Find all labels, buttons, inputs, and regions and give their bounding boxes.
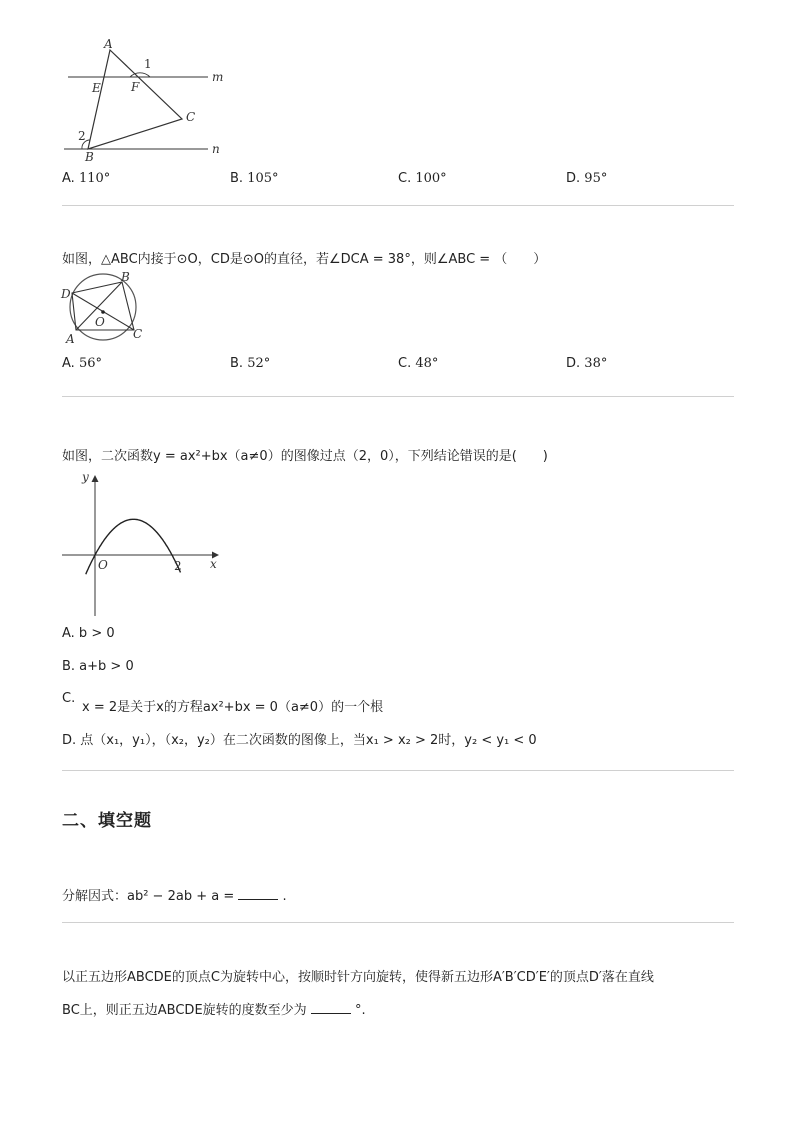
q2-option-d[interactable]: D. 38° bbox=[566, 356, 608, 371]
q4-stem: 分解因式：ab² − 2ab + a = bbox=[62, 889, 235, 904]
q5-tail: °. bbox=[354, 1003, 366, 1018]
label-y: y bbox=[82, 470, 89, 484]
center-dot bbox=[101, 310, 105, 314]
q1-option-c[interactable]: C. 100° bbox=[398, 171, 447, 186]
q2-stem: 如图，△ABC内接于⊙O，CD是⊙O的直径，若∠DCA = 38°，则∠ABC = （ ） bbox=[62, 252, 547, 267]
q3-option-b[interactable]: B. a+b > 0 bbox=[62, 659, 134, 674]
label-two: 2 bbox=[174, 559, 182, 573]
label-angle-1: 1 bbox=[144, 57, 152, 71]
q5-line-1: 以正五边形ABCDE的顶点C为旋转中心，按顺时针方向旋转，使得新五边形A′B′CD′E′的顶点D′落在直线 bbox=[62, 970, 654, 985]
q5-stem-2: BC上，则正五边ABCDE旋转的度数至少为 bbox=[62, 1003, 307, 1018]
label-a: A bbox=[104, 37, 113, 51]
label-b: B bbox=[85, 150, 94, 164]
q5-answer-blank[interactable] bbox=[311, 1003, 351, 1014]
label-c: C bbox=[133, 327, 143, 341]
label-o: O bbox=[95, 315, 105, 329]
q3-option-d[interactable]: D. 点（x₁，y₁），（x₂，y₂）在二次函数的图像上，当x₁ > x₂ > 2时，y₂ < y₁ < 0 bbox=[62, 733, 537, 748]
label-c: C bbox=[186, 110, 196, 124]
section-heading: 二、填空题 bbox=[62, 811, 152, 831]
q1-option-b[interactable]: B. 105° bbox=[230, 171, 279, 186]
q3-figure bbox=[60, 466, 224, 620]
q3-option-c[interactable]: x = 2是关于x的方程ax²+bx = 0（a≠0）的一个根 bbox=[82, 700, 384, 715]
label-a: A bbox=[66, 332, 75, 346]
q3-stem: 如图，二次函数y = ax²+bx（a≠0）的图像过点（2，0），下列结论错误的是( ) bbox=[62, 449, 548, 464]
label-e: E bbox=[92, 81, 101, 95]
label-b: B bbox=[121, 270, 130, 284]
label-d: D bbox=[61, 287, 71, 301]
q2-option-b[interactable]: B. 52° bbox=[230, 356, 271, 371]
label-x: x bbox=[210, 557, 217, 571]
label-m: m bbox=[212, 70, 224, 84]
separator-1 bbox=[62, 205, 734, 206]
q4-line bbox=[62, 885, 287, 904]
q2-figure bbox=[60, 268, 150, 346]
label-f: F bbox=[131, 80, 140, 94]
label-n: n bbox=[212, 142, 220, 156]
q3-option-c-letter[interactable]: C. bbox=[62, 691, 76, 706]
separator-2 bbox=[62, 396, 734, 397]
label-angle-2: 2 bbox=[78, 129, 86, 143]
q4-tail: . bbox=[282, 889, 287, 904]
angle-1-arc bbox=[130, 73, 150, 77]
q1-figure bbox=[60, 36, 240, 164]
q1-option-a[interactable]: A. 110° bbox=[62, 171, 111, 186]
q2-option-c[interactable]: C. 48° bbox=[398, 356, 439, 371]
q3-option-a[interactable]: A. b > 0 bbox=[62, 626, 115, 641]
q5-line-2 bbox=[62, 999, 366, 1018]
separator-4 bbox=[62, 922, 734, 923]
triangle-abc bbox=[88, 50, 182, 149]
separator-3 bbox=[62, 770, 734, 771]
q2-option-a[interactable]: A. 56° bbox=[62, 356, 102, 371]
q4-answer-blank[interactable] bbox=[238, 889, 278, 900]
label-origin: O bbox=[98, 558, 108, 572]
q1-option-d[interactable]: D. 95° bbox=[566, 171, 608, 186]
